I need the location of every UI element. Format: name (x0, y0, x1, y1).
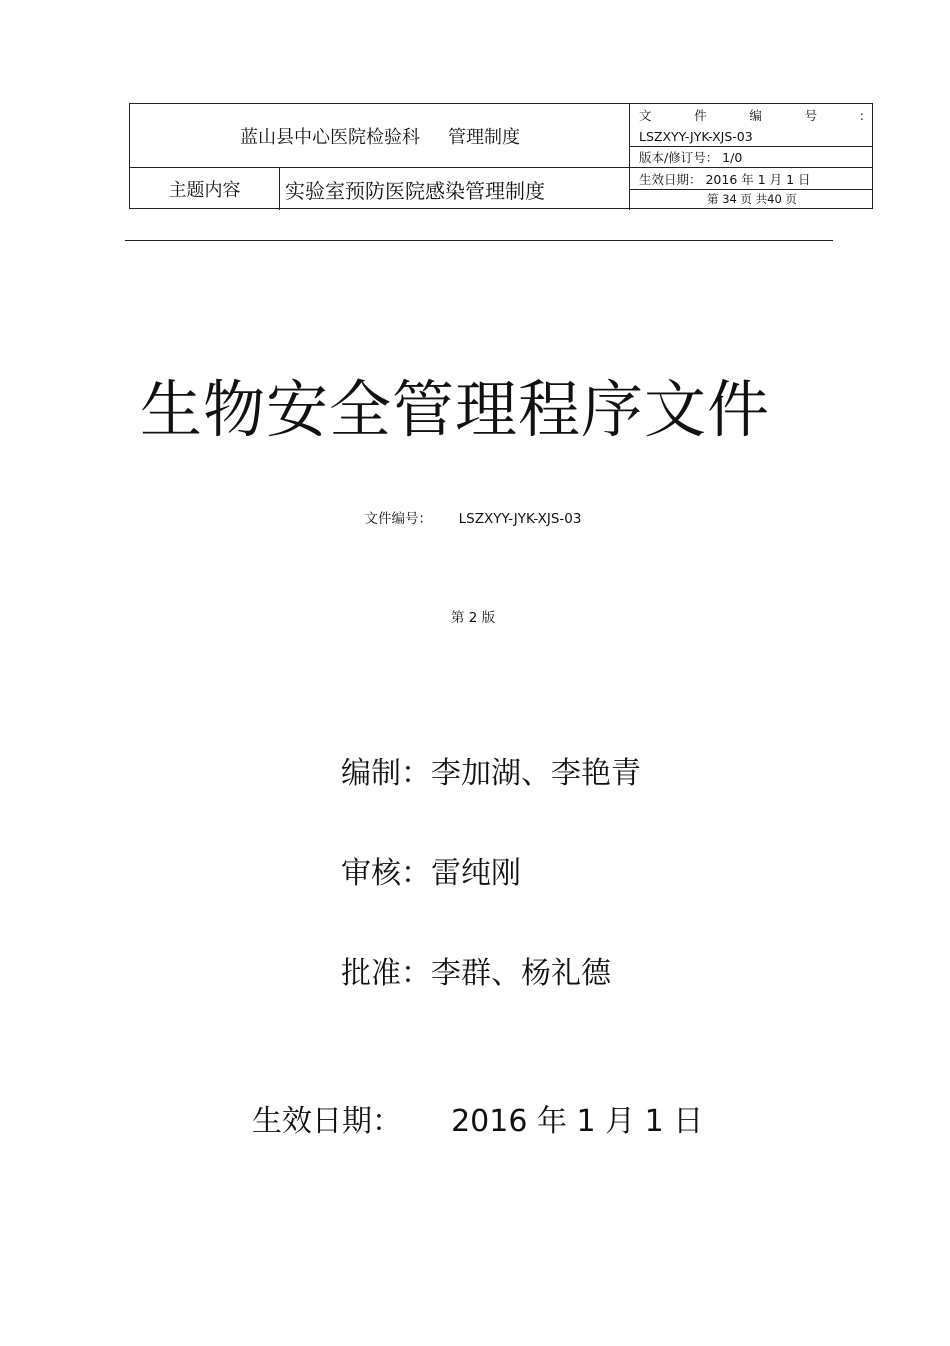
page-title: 生物安全管理程序文件 (139, 373, 770, 446)
doc-number (0, 507, 946, 527)
org-system-title (130, 104, 630, 168)
reviewed-by: 审核：雷纯刚 (341, 856, 521, 891)
effective-date (252, 1096, 703, 1140)
effective-date-label: 生效日期： (252, 1104, 402, 1139)
version-info: 版本/修订号： 1/0 (639, 150, 743, 165)
org-name: 蓝山县中心医院检验科 (240, 127, 420, 148)
page-info: 第 34 页 共40 页 (707, 192, 797, 206)
effective-date-value: 2016 年 1 月 1 日 (451, 1104, 704, 1139)
subject-label: 主题内容 (168, 180, 241, 201)
header-effective-date: 生效日期： 2016 年 1 月 1 日 (639, 172, 811, 187)
docno-label: 文 件 编 号 : (639, 107, 864, 123)
docno-value: LSZXYY-JYK-XJS-03 (639, 128, 753, 144)
doc-number-label: 文件编号： (364, 511, 433, 527)
subject-value: 实验室预防医院感染管理制度 (285, 178, 545, 203)
header-table (129, 103, 873, 209)
doc-number-value: LSZXYY-JYK-XJS-03 (458, 511, 582, 527)
approved-by: 批准：李群、杨礼德 (341, 956, 611, 991)
edition: 第 2 版 (450, 610, 496, 626)
system-name: 管理制度 (448, 127, 520, 148)
prepared-by: 编制：李加湖、李艳青 (341, 756, 641, 791)
header-rule (125, 240, 833, 241)
